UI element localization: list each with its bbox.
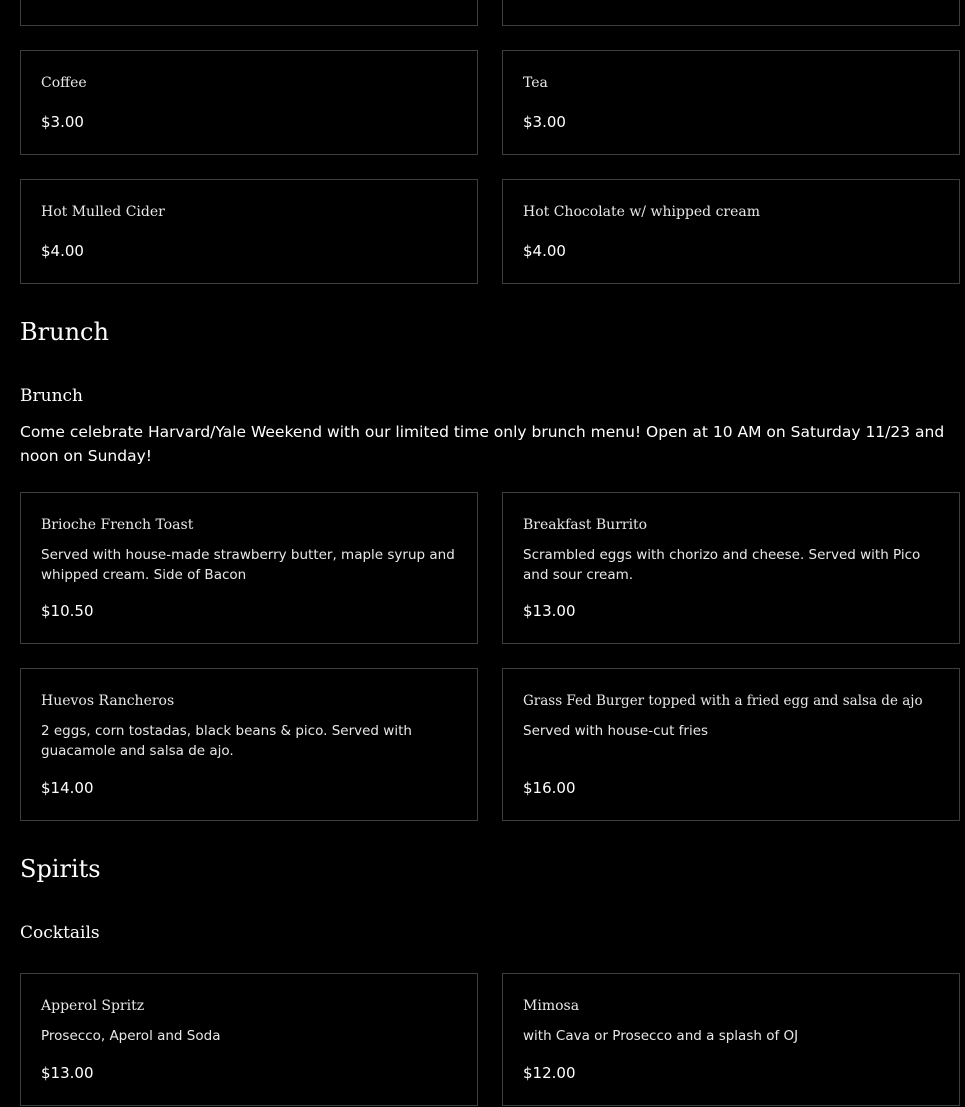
brunch-intro: Come celebrate Harvard/Yale Weekend with our limited time only brunch menu! Open at 10 AM on Saturday 11/23 and noon on Sunday! (20, 423, 945, 465)
menu-item-card (20, 492, 478, 644)
menu-item-card (502, 179, 960, 284)
menu-item-card (20, 668, 478, 821)
menu-item-card (502, 50, 960, 155)
section-title-spirits: Spirits (20, 855, 101, 883)
menu-item-card-partial-right (502, 0, 960, 26)
menu-item-name: Hot Chocolate w/ whipped cream (523, 204, 761, 220)
menu-item-name: Breakfast Burrito (523, 517, 648, 533)
menu-item-name: Apperol Spritz (41, 998, 145, 1014)
menu-item-price: $16.00 (523, 779, 576, 797)
menu-item-price: $3.00 (41, 113, 84, 131)
menu-item-price: $13.00 (523, 602, 576, 620)
menu-item-name: Hot Mulled Cider (41, 204, 165, 220)
menu-item-name: Brioche French Toast (41, 517, 194, 533)
menu-item-description: Served with house-cut fries (523, 723, 709, 739)
menu-item-price: $14.00 (41, 779, 94, 797)
menu-item-card (502, 492, 960, 644)
menu-item-price: $4.00 (523, 242, 566, 260)
menu-item-price: $3.00 (523, 113, 566, 131)
menu-title-cocktails: Cocktails (20, 923, 100, 943)
section-title-brunch: Brunch (20, 318, 109, 346)
menu-item-name: Huevos Rancheros (41, 693, 175, 709)
menu-item-price: $12.00 (523, 1064, 576, 1082)
menu-item-card (502, 668, 960, 821)
menu-item-description: Prosecco, Aperol and Soda (41, 1028, 221, 1044)
menu-item-description: 2 eggs, corn tostadas, black beans & pico. Served with guacamole and salsa de ajo. (41, 723, 412, 759)
menu-item-price: $10.50 (41, 602, 94, 620)
menu-item-name: Mimosa (523, 998, 580, 1014)
menu-item-card-partial-left (20, 0, 478, 26)
menu-item-description: Scrambled eggs with chorizo and cheese. Served with Pico and sour cream. (523, 547, 921, 583)
menu-item-name: Grass Fed Burger topped with a fried egg and salsa de ajo (523, 693, 923, 709)
menu-item-card (20, 50, 478, 155)
menu-item-card (502, 973, 960, 1106)
menu-item-description: Served with house-made strawberry butter, maple syrup and whipped cream. Side of Bacon (41, 547, 455, 583)
menu-item-card (20, 973, 478, 1106)
menu-item-price: $13.00 (41, 1064, 94, 1082)
menu-item-name: Tea (523, 75, 548, 91)
menu-item-price: $4.00 (41, 242, 84, 260)
menu-item-name: Coffee (41, 75, 87, 91)
menu-item-description: with Cava or Prosecco and a splash of OJ (523, 1028, 799, 1044)
menu-title-brunch: Brunch (20, 386, 83, 406)
menu-item-card (20, 179, 478, 284)
